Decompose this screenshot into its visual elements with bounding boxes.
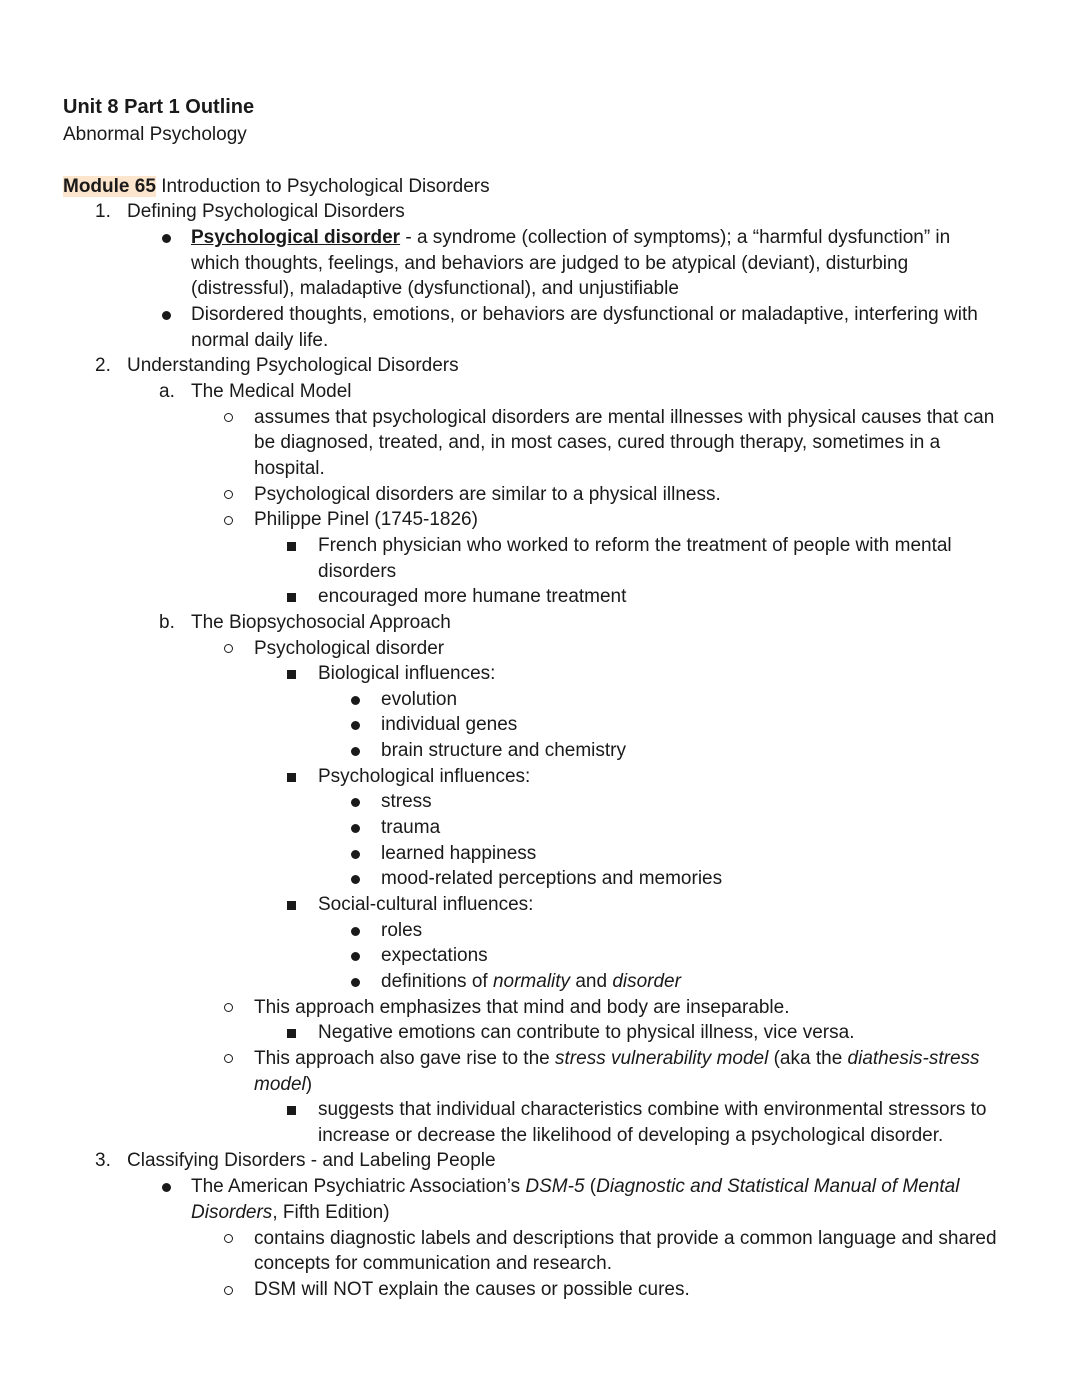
bio-heading: Biological influences:	[318, 663, 496, 684]
bullet-disc	[351, 850, 360, 859]
bullet-text: assumes that psychological disorders are mental illnesses with physical causes that can	[254, 407, 995, 428]
list-item: evolution	[381, 689, 458, 710]
text-run: The American Psychiatric Association’s	[191, 1176, 526, 1197]
bullet-text: Psychological disorders are similar to a physical illness.	[254, 484, 721, 505]
section-1-number: 1.	[95, 201, 111, 222]
text-run: (aka the	[768, 1048, 848, 1069]
list-item	[381, 969, 681, 995]
list-item: brain structure and chemistry	[381, 740, 626, 761]
italic-term: Disorders	[191, 1202, 273, 1223]
list-item: mood-related perceptions and memories	[381, 868, 723, 889]
bullet-circle	[224, 644, 233, 653]
section-3-title: Classifying Disorders - and Labeling People	[127, 1150, 496, 1171]
bullet-text-cont: be diagnosed, treated, and, in most cases, cured through therapy, sometimes in a	[254, 432, 941, 453]
bullet-text-cont: increase or decrease the likelihood of developing a psychological disorder.	[318, 1125, 944, 1146]
italic-term: Diagnostic and Statistical Manual of Mental	[596, 1176, 960, 1197]
bullet-circle	[224, 516, 233, 525]
bullet-circle	[224, 1054, 233, 1063]
list-item: trauma	[381, 817, 441, 838]
bullet-disc	[351, 952, 360, 961]
bullet-disc	[351, 747, 360, 756]
text-run: and	[570, 971, 613, 992]
definition-line-3: (distressful), maladaptive (dysfunctional), and unjustifiable	[191, 278, 679, 299]
bullet-square	[287, 542, 296, 551]
bullet-square	[287, 1106, 296, 1115]
text-run: , Fifth Edition)	[272, 1202, 390, 1223]
bullet-circle	[224, 490, 233, 499]
bullet-text: encouraged more humane treatment	[318, 586, 627, 607]
bullet-disc	[162, 1183, 171, 1192]
bullet-disc	[351, 927, 360, 936]
bullet-disc	[351, 978, 360, 987]
bullet-text: Negative emotions can contribute to physical illness, vice versa.	[318, 1022, 855, 1043]
bullet-text-cont: hospital.	[254, 458, 325, 479]
italic-term: model	[254, 1074, 306, 1095]
bullet-text	[254, 1046, 980, 1072]
soc-heading: Social-cultural influences:	[318, 894, 534, 915]
bullet-text	[191, 1174, 959, 1200]
bullet-text-cont: concepts for communication and research.	[254, 1253, 613, 1274]
list-item: learned happiness	[381, 843, 537, 864]
term-psychological-disorder: Psychological disorder	[191, 227, 401, 248]
list-item: expectations	[381, 945, 488, 966]
text-run: )	[305, 1074, 313, 1095]
bullet-circle	[224, 1003, 233, 1012]
subsection-b-label: b.	[159, 612, 175, 633]
bullet-text: suggests that individual characteristics combine with environmental stressors to	[318, 1099, 987, 1120]
bullet-circle	[224, 1234, 233, 1243]
bullet-circle	[224, 413, 233, 422]
bullet-text: Disordered thoughts, emotions, or behaviors are dysfunctional or maladaptive, interfering with	[191, 304, 978, 325]
italic-term: stress vulnerability model	[555, 1048, 769, 1069]
bullet-text-cont: disorders	[318, 561, 397, 582]
section-2-title: Understanding Psychological Disorders	[127, 355, 459, 376]
definition-line-2: which thoughts, feelings, and behaviors are judged to be atypical (deviant), disturbing	[191, 253, 909, 274]
bullet-text: contains diagnostic labels and descriptions that provide a common language and shared	[254, 1228, 997, 1249]
text-run: This approach also gave rise to the	[254, 1048, 556, 1069]
bullet-square	[287, 670, 296, 679]
bullet-text: Philippe Pinel (1745-1826)	[254, 509, 478, 530]
italic-term: normality	[492, 971, 571, 992]
italic-term: DSM-5	[525, 1176, 585, 1197]
section-1-title: Defining Psychological Disorders	[127, 201, 405, 222]
list-item: roles	[381, 920, 423, 941]
bullet-text: Psychological disorder	[254, 638, 445, 659]
module-heading	[63, 174, 490, 200]
bullet-square	[287, 593, 296, 602]
bullet-disc	[351, 824, 360, 833]
subsection-a-title: The Medical Model	[191, 381, 352, 402]
section-3-number: 3.	[95, 1150, 111, 1171]
bullet-text: French physician who worked to reform the treatment of people with mental	[318, 535, 952, 556]
bullet-circle	[224, 1286, 233, 1295]
text-run: (	[584, 1176, 597, 1197]
bullet-text: This approach emphasizes that mind and body are inseparable.	[254, 997, 790, 1018]
bullet-text: DSM will NOT explain the causes or possible cures.	[254, 1279, 690, 1300]
bullet-disc	[351, 875, 360, 884]
list-item: individual genes	[381, 714, 518, 735]
bullet-disc	[162, 234, 171, 243]
bullet-text-cont: normal daily life.	[191, 330, 329, 351]
bullet-text-cont	[254, 1072, 312, 1098]
subsection-a-label: a.	[159, 381, 175, 402]
bullet-square	[287, 1029, 296, 1038]
italic-term: disorder	[612, 971, 681, 992]
subsection-b-title: The Biopsychosocial Approach	[191, 612, 451, 633]
bullet-square	[287, 901, 296, 910]
bullet-square	[287, 773, 296, 782]
bullet-text-cont	[191, 1200, 390, 1226]
module-label: Module 65	[63, 176, 156, 197]
section-2-number: 2.	[95, 355, 111, 376]
bullet-disc	[351, 696, 360, 705]
italic-term: diathesis-stress	[847, 1048, 980, 1069]
bullet-disc	[351, 798, 360, 807]
bullet-disc	[351, 721, 360, 730]
definition-line	[191, 225, 950, 251]
list-item: stress	[381, 791, 432, 812]
module-title: Introduction to Psychological Disorders	[161, 176, 490, 197]
text-run: definitions of	[381, 971, 493, 992]
bullet-disc	[162, 311, 171, 320]
psy-heading: Psychological influences:	[318, 766, 531, 787]
page-title: Unit 8 Part 1 Outline	[63, 96, 255, 118]
definition-text: - a syndrome (collection of symptoms); a “harmful dysfunction” in	[400, 227, 951, 248]
page-subtitle: Abnormal Psychology	[63, 124, 247, 145]
